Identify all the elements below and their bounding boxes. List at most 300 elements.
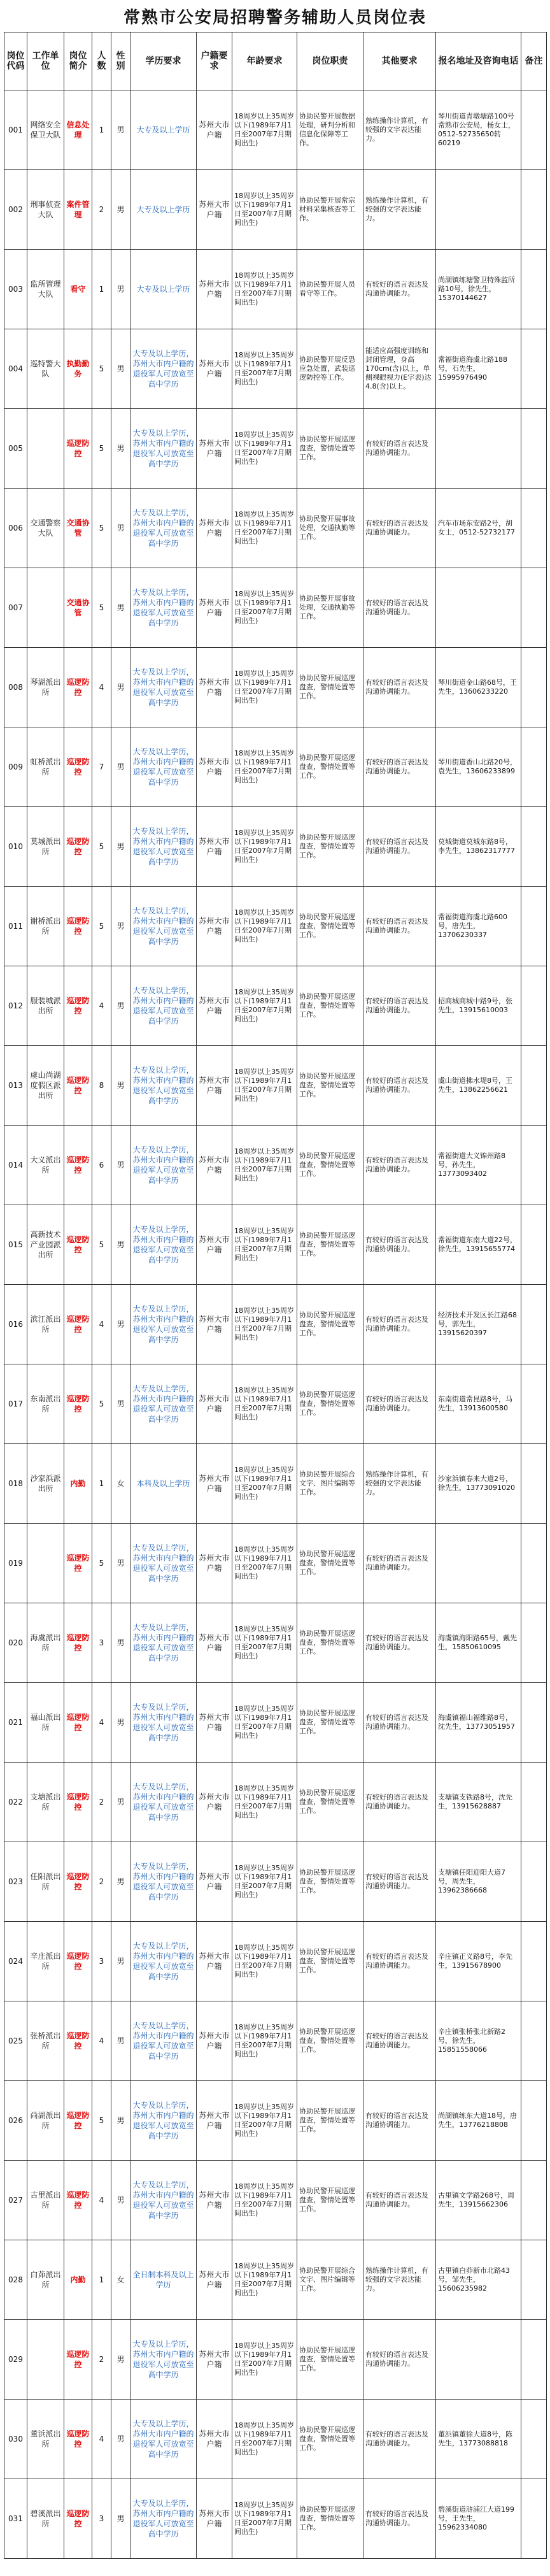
work-unit: 虞山尚湖度假区派出所 [27, 1046, 64, 1126]
position-duty: 协助民警开展巡逻盘查，警情处置等工作。 [297, 1524, 363, 1603]
residency-requirement: 苏州大市户籍 [197, 1285, 232, 1364]
position-duty: 协助民警开展常宗材料采集核查等工作。 [297, 170, 363, 250]
position-brief: 巡逻防控 [64, 2400, 92, 2479]
work-unit: 虹桥派出所 [27, 727, 64, 807]
position-duty: 协助民警开展巡逻盘查，警情处置等工作。 [297, 727, 363, 807]
gender: 男 [111, 409, 130, 489]
position-brief: 巡逻防控 [64, 2320, 92, 2400]
contact-info: 常福街道海虞北路600号，唐先生，13706230337 [436, 887, 521, 966]
residency-requirement: 苏州大市户籍 [197, 1842, 232, 1922]
header-row [4, 32, 547, 90]
other-requirement: 能适应高强度训练和封闭管理，身高170cm(含)以上，单侧裸眼视力(E字表)达4.8(含)以上。 [363, 329, 436, 409]
gender: 男 [111, 1922, 130, 2001]
contact-info: 尚湖镇练塘警卫特殊监所路10号，徐先生，15370144627 [436, 250, 521, 329]
gender: 男 [111, 1285, 130, 1364]
position-code: 015 [4, 1205, 27, 1285]
position-duty: 协助民警开展数据处理，研判分析和信息化保障等工作。 [297, 90, 363, 170]
position-code: 001 [4, 90, 27, 170]
other-requirement: 有较好的语言表达及沟通协调能力。 [363, 2161, 436, 2240]
position-duty: 协助民警开展巡逻盘查，警情处置等工作。 [297, 1922, 363, 2001]
headcount: 4 [92, 1683, 111, 1763]
position-code: 030 [4, 2400, 27, 2479]
age-requirement: 18周岁以上35周岁以下(1989年7月1日至2007年7月期间出生) [232, 648, 297, 727]
position-duty: 协助民警开展巡逻盘查，警情处置等工作。 [297, 1285, 363, 1364]
residency-requirement: 苏州大市户籍 [197, 2320, 232, 2400]
residency-requirement: 苏州大市户籍 [197, 409, 232, 489]
position-duty: 协助民警开展巡逻盘查，警情处置等工作。 [297, 1046, 363, 1126]
residency-requirement: 苏州大市户籍 [197, 2081, 232, 2161]
residency-requirement: 苏州大市户籍 [197, 489, 232, 568]
contact-info [436, 2320, 521, 2400]
table-row [4, 2479, 547, 2559]
gender: 男 [111, 250, 130, 329]
position-brief: 内勤 [64, 2240, 92, 2320]
position-duty: 协助民警开展综合文字、图片编辑等工作。 [297, 2240, 363, 2320]
table-row [4, 2320, 547, 2400]
remark [521, 1763, 547, 1842]
remark [521, 966, 547, 1046]
contact-info: 汽车市场东安路2号，胡女士，0512-52732177 [436, 489, 521, 568]
position-code: 007 [4, 568, 27, 648]
table-row [4, 1364, 547, 1444]
education-requirement: 大专及以上学历，苏州大市内户籍的退役军人可放宽至高中学历 [130, 409, 197, 489]
other-requirement: 有较好的语言表达及沟通协调能力。 [363, 807, 436, 887]
education-requirement: 大专及以上学历，苏州大市内户籍的退役军人可放宽至高中学历 [130, 1603, 197, 1683]
position-brief: 巡逻防控 [64, 648, 92, 727]
age-requirement: 18周岁以上35周岁以下(1989年7月1日至2007年7月期间出生) [232, 1046, 297, 1126]
work-unit [27, 568, 64, 648]
position-brief: 看守 [64, 250, 92, 329]
headcount: 5 [92, 1205, 111, 1285]
table-row [4, 2001, 547, 2081]
other-requirement: 有较好的语言表达及沟通协调能力。 [363, 2400, 436, 2479]
remark [521, 2479, 547, 2559]
age-requirement: 18周岁以上35周岁以下(1989年7月1日至2007年7月期间出生) [232, 1922, 297, 2001]
position-brief: 巡逻防控 [64, 1683, 92, 1763]
work-unit: 莫城派出所 [27, 807, 64, 887]
header-cell: 岗位职责 [297, 32, 363, 90]
page-title: 常熟市公安局招聘警务辅助人员岗位表 [123, 8, 427, 27]
gender: 男 [111, 2479, 130, 2559]
position-duty: 协助民警开展巡逻盘查，警情处置等工作。 [297, 2320, 363, 2400]
contact-info [436, 568, 521, 648]
position-duty: 协助民警开展巡逻盘查，警情处置等工作。 [297, 2479, 363, 2559]
education-requirement: 大专及以上学历 [130, 250, 197, 329]
other-requirement: 有较好的语言表达及沟通协调能力。 [363, 1763, 436, 1842]
headcount: 1 [92, 250, 111, 329]
other-requirement: 有较好的语言表达及沟通协调能力。 [363, 727, 436, 807]
gender: 男 [111, 1046, 130, 1126]
work-unit: 支塘派出所 [27, 1763, 64, 1842]
position-duty: 协助民警开展巡逻盘查，警情处置等工作。 [297, 1603, 363, 1683]
table-row [4, 2161, 547, 2240]
remark [521, 2081, 547, 2161]
residency-requirement: 苏州大市户籍 [197, 2400, 232, 2479]
position-code: 016 [4, 1285, 27, 1364]
residency-requirement: 苏州大市户籍 [197, 250, 232, 329]
gender: 男 [111, 170, 130, 250]
work-unit: 沙家浜派出所 [27, 1444, 64, 1524]
contact-info: 碧溪街道浒浦江大道199号，王先生，15962334080 [436, 2479, 521, 2559]
education-requirement: 大专及以上学历，苏州大市内户籍的退役军人可放宽至高中学历 [130, 727, 197, 807]
contact-info: 东南街道常昆路8号，马先生，13913600580 [436, 1364, 521, 1444]
work-unit: 服装城派出所 [27, 966, 64, 1046]
education-requirement: 大专及以上学历，苏州大市内户籍的退役军人可放宽至高中学历 [130, 2320, 197, 2400]
remark [521, 1922, 547, 2001]
gender: 男 [111, 568, 130, 648]
headcount: 4 [92, 2161, 111, 2240]
remark [521, 2001, 547, 2081]
work-unit: 监所管理大队 [27, 250, 64, 329]
position-code: 025 [4, 2001, 27, 2081]
gender: 男 [111, 648, 130, 727]
header-cell: 工作单位 [27, 32, 64, 90]
position-duty: 协助民警开展综合文字、图片编辑等工作。 [297, 1444, 363, 1524]
position-code: 027 [4, 2161, 27, 2240]
work-unit: 刑事侦查大队 [27, 170, 64, 250]
age-requirement: 18周岁以上35周岁以下(1989年7月1日至2007年7月期间出生) [232, 966, 297, 1046]
gender: 女 [111, 2240, 130, 2320]
position-duty: 协助民警开展巡逻盘查，警情处置等工作。 [297, 1842, 363, 1922]
remark [521, 568, 547, 648]
headcount: 5 [92, 807, 111, 887]
contact-info: 常福街道东南大道22号，徐先生，13915655774 [436, 1205, 521, 1285]
position-brief: 巡逻防控 [64, 1763, 92, 1842]
remark [521, 170, 547, 250]
position-duty: 协助民警开展巡逻盘查，警情处置等工作。 [297, 2081, 363, 2161]
table-row [4, 887, 547, 966]
table-row [4, 1922, 547, 2001]
contact-info: 常福街道海虞北路188号，石先生，15995976490 [436, 329, 521, 409]
remark [521, 1524, 547, 1603]
other-requirement: 有较好的语言表达及沟通协调能力。 [363, 1126, 436, 1205]
position-duty: 协助民警开展巡逻盘查，警情处置等工作。 [297, 1683, 363, 1763]
gender: 男 [111, 1126, 130, 1205]
position-duty: 协助民警开展巡逻盘查，警情处置等工作。 [297, 2400, 363, 2479]
residency-requirement: 苏州大市户籍 [197, 966, 232, 1046]
contact-info: 琴川街道金山路68号，王先生，13606233220 [436, 648, 521, 727]
table-row [4, 568, 547, 648]
age-requirement: 18周岁以上35周岁以下(1989年7月1日至2007年7月期间出生) [232, 1205, 297, 1285]
education-requirement: 大专及以上学历，苏州大市内户籍的退役军人可放宽至高中学历 [130, 1126, 197, 1205]
remark [521, 887, 547, 966]
position-brief: 巡逻防控 [64, 2479, 92, 2559]
table-row [4, 1842, 547, 1922]
table-row [4, 489, 547, 568]
work-unit: 网络安全保卫大队 [27, 90, 64, 170]
residency-requirement: 苏州大市户籍 [197, 2479, 232, 2559]
position-duty: 协助民警开展巡逻盘查，警情处置等工作。 [297, 409, 363, 489]
education-requirement: 大专及以上学历 [130, 170, 197, 250]
gender: 男 [111, 2400, 130, 2479]
work-unit: 古里派出所 [27, 2161, 64, 2240]
residency-requirement: 苏州大市户籍 [197, 887, 232, 966]
position-code: 018 [4, 1444, 27, 1524]
other-requirement: 有较好的语言表达及沟通协调能力。 [363, 1603, 436, 1683]
remark [521, 90, 547, 170]
education-requirement: 大专及以上学历，苏州大市内户籍的退役军人可放宽至高中学历 [130, 489, 197, 568]
position-brief: 巡逻防控 [64, 887, 92, 966]
age-requirement: 18周岁以上35周岁以下(1989年7月1日至2007年7月期间出生) [232, 489, 297, 568]
header-cell: 户籍要求 [197, 32, 232, 90]
headcount: 5 [92, 1364, 111, 1444]
other-requirement: 熟练操作计算机，有较强的文字表达能力。 [363, 1444, 436, 1524]
age-requirement: 18周岁以上35周岁以下(1989年7月1日至2007年7月期间出生) [232, 329, 297, 409]
other-requirement: 有较好的语言表达及沟通协调能力。 [363, 2081, 436, 2161]
position-brief: 巡逻防控 [64, 1285, 92, 1364]
position-code: 028 [4, 2240, 27, 2320]
age-requirement: 18周岁以上35周岁以下(1989年7月1日至2007年7月期间出生) [232, 1842, 297, 1922]
gender: 男 [111, 489, 130, 568]
contact-info: 古里镇白茆新市北路43号，邹先生，15606235982 [436, 2240, 521, 2320]
remark [521, 1285, 547, 1364]
work-unit [27, 1524, 64, 1603]
age-requirement: 18周岁以上35周岁以下(1989年7月1日至2007年7月期间出生) [232, 2320, 297, 2400]
education-requirement: 大专及以上学历，苏州大市内户籍的退役军人可放宽至高中学历 [130, 2400, 197, 2479]
residency-requirement: 苏州大市户籍 [197, 1126, 232, 1205]
gender: 男 [111, 329, 130, 409]
table-row [4, 1603, 547, 1683]
work-unit: 海虞派出所 [27, 1603, 64, 1683]
education-requirement: 大专及以上学历，苏州大市内户籍的退役军人可放宽至高中学历 [130, 2081, 197, 2161]
work-unit: 高新技术产业园派出所 [27, 1205, 64, 1285]
age-requirement: 18周岁以上35周岁以下(1989年7月1日至2007年7月期间出生) [232, 2240, 297, 2320]
position-brief: 巡逻防控 [64, 2161, 92, 2240]
gender: 男 [111, 1524, 130, 1603]
position-brief: 巡逻防控 [64, 2081, 92, 2161]
position-duty: 协助民警开展巡逻盘查，警情处置等工作。 [297, 1364, 363, 1444]
contact-info: 辛庄镇正义路8号，李先生，13915678900 [436, 1922, 521, 2001]
contact-info: 琴川街道青墩塘路100号常熟市公安局，杨女士，0512-52735650转60219 [436, 90, 521, 170]
gender: 男 [111, 1763, 130, 1842]
header-cell: 岗位简介 [64, 32, 92, 90]
header-cell: 学历要求 [130, 32, 197, 90]
residency-requirement: 苏州大市户籍 [197, 568, 232, 648]
residency-requirement: 苏州大市户籍 [197, 2001, 232, 2081]
other-requirement: 有较好的语言表达及沟通协调能力。 [363, 568, 436, 648]
age-requirement: 18周岁以上35周岁以下(1989年7月1日至2007年7月期间出生) [232, 2081, 297, 2161]
position-code: 003 [4, 250, 27, 329]
table-row [4, 966, 547, 1046]
contact-info: 沙家浜镇春来大道2号，徐先生，13773091020 [436, 1444, 521, 1524]
residency-requirement: 苏州大市户籍 [197, 648, 232, 727]
work-unit [27, 2320, 64, 2400]
position-code: 031 [4, 2479, 27, 2559]
other-requirement: 熟练操作计算机，有较强的文字表达能力。 [363, 90, 436, 170]
table-row [4, 409, 547, 489]
position-code: 008 [4, 648, 27, 727]
education-requirement: 大专及以上学历，苏州大市内户籍的退役军人可放宽至高中学历 [130, 648, 197, 727]
header-cell: 其他要求 [363, 32, 436, 90]
gender: 男 [111, 90, 130, 170]
position-code: 022 [4, 1763, 27, 1842]
headcount: 5 [92, 1524, 111, 1603]
gender: 男 [111, 887, 130, 966]
header-cell: 年龄要求 [232, 32, 297, 90]
work-unit: 董浜派出所 [27, 2400, 64, 2479]
contact-info [436, 170, 521, 250]
headcount: 4 [92, 2400, 111, 2479]
position-code: 005 [4, 409, 27, 489]
education-requirement: 大专及以上学历，苏州大市内户籍的退役军人可放宽至高中学历 [130, 1524, 197, 1603]
position-brief: 交通协管 [64, 489, 92, 568]
contact-info: 董浜镇董徐大道8号，陈先生，13773088818 [436, 2400, 521, 2479]
headcount: 5 [92, 329, 111, 409]
position-code: 014 [4, 1126, 27, 1205]
remark [521, 1603, 547, 1683]
table-row [4, 1205, 547, 1285]
age-requirement: 18周岁以上35周岁以下(1989年7月1日至2007年7月期间出生) [232, 1763, 297, 1842]
other-requirement: 熟练操作计算机，有较强的文字表达能力。 [363, 2240, 436, 2320]
remark [521, 250, 547, 329]
table-row [4, 2240, 547, 2320]
residency-requirement: 苏州大市户籍 [197, 329, 232, 409]
table-row [4, 1285, 547, 1364]
residency-requirement: 苏州大市户籍 [197, 1603, 232, 1683]
position-brief: 巡逻防控 [64, 727, 92, 807]
remark [521, 727, 547, 807]
work-unit: 张桥派出所 [27, 2001, 64, 2081]
headcount: 1 [92, 1444, 111, 1524]
headcount: 6 [92, 1126, 111, 1205]
contact-info: 虞山街道拂水堤8号，王先生，13862256621 [436, 1046, 521, 1126]
other-requirement: 有较好的语言表达及沟通协调能力。 [363, 1046, 436, 1126]
other-requirement: 有较好的语言表达及沟通协调能力。 [363, 1524, 436, 1603]
position-brief: 内勤 [64, 1444, 92, 1524]
residency-requirement: 苏州大市户籍 [197, 1683, 232, 1763]
work-unit: 福山派出所 [27, 1683, 64, 1763]
education-requirement: 大专及以上学历，苏州大市内户籍的退役军人可放宽至高中学历 [130, 966, 197, 1046]
headcount: 5 [92, 2081, 111, 2161]
position-brief: 巡逻防控 [64, 1842, 92, 1922]
position-duty: 协助民警开展巡逻盘查，警情处置等工作。 [297, 2161, 363, 2240]
other-requirement: 有较好的语言表达及沟通协调能力。 [363, 966, 436, 1046]
age-requirement: 18周岁以上35周岁以下(1989年7月1日至2007年7月期间出生) [232, 250, 297, 329]
residency-requirement: 苏州大市户籍 [197, 1364, 232, 1444]
position-code: 006 [4, 489, 27, 568]
other-requirement: 有较好的语言表达及沟通协调能力。 [363, 2479, 436, 2559]
education-requirement: 大专及以上学历，苏州大市内户籍的退役军人可放宽至高中学历 [130, 329, 197, 409]
residency-requirement: 苏州大市户籍 [197, 1763, 232, 1842]
gender: 男 [111, 2001, 130, 2081]
position-duty: 协助民警开展巡逻盘查，警情处置等工作。 [297, 1205, 363, 1285]
headcount: 3 [92, 1603, 111, 1683]
gender: 男 [111, 1683, 130, 1763]
education-requirement: 大专及以上学历，苏州大市内户籍的退役军人可放宽至高中学历 [130, 807, 197, 887]
work-unit: 巡特警大队 [27, 329, 64, 409]
work-unit: 琴湖派出所 [27, 648, 64, 727]
other-requirement: 有较好的语言表达及沟通协调能力。 [363, 1364, 436, 1444]
work-unit: 碧溪派出所 [27, 2479, 64, 2559]
table-row [4, 250, 547, 329]
residency-requirement: 苏州大市户籍 [197, 1524, 232, 1603]
residency-requirement: 苏州大市户籍 [197, 2240, 232, 2320]
position-duty: 协助民警开展巡逻盘查，警情处置等工作。 [297, 966, 363, 1046]
education-requirement: 大专及以上学历，苏州大市内户籍的退役军人可放宽至高中学历 [130, 1046, 197, 1126]
age-requirement: 18周岁以上35周岁以下(1989年7月1日至2007年7月期间出生) [232, 2001, 297, 2081]
other-requirement: 有较好的语言表达及沟通协调能力。 [363, 1922, 436, 2001]
contact-info [436, 1524, 521, 1603]
position-duty: 协助民警开展巡逻盘查，警情处置等工作。 [297, 648, 363, 727]
contact-info: 尚湖镇练东大道18号，唐先生，13776218808 [436, 2081, 521, 2161]
position-duty: 协助民警开展反恐应急处置，武装巡逻防控等工作。 [297, 329, 363, 409]
position-code: 020 [4, 1603, 27, 1683]
gender: 男 [111, 1603, 130, 1683]
position-brief: 巡逻防控 [64, 2001, 92, 2081]
position-duty: 协助民警开展巡逻盘查，警情处置等工作。 [297, 1763, 363, 1842]
position-brief: 巡逻防控 [64, 966, 92, 1046]
headcount: 4 [92, 2001, 111, 2081]
education-requirement: 大专及以上学历，苏州大市内户籍的退役军人可放宽至高中学历 [130, 1285, 197, 1364]
table-row [4, 170, 547, 250]
residency-requirement: 苏州大市户籍 [197, 2161, 232, 2240]
position-brief: 执勤勤务 [64, 329, 92, 409]
contact-info: 常福街道大义锦州路8号，孙先生，13773093402 [436, 1126, 521, 1205]
contact-info: 琴川街道香山北路20号，袁先生，13606233899 [436, 727, 521, 807]
remark [521, 648, 547, 727]
remark [521, 1046, 547, 1126]
other-requirement: 有较好的语言表达及沟通协调能力。 [363, 1683, 436, 1763]
age-requirement: 18周岁以上35周岁以下(1989年7月1日至2007年7月期间出生) [232, 1364, 297, 1444]
gender: 男 [111, 807, 130, 887]
position-brief: 案件管理 [64, 170, 92, 250]
headcount: 5 [92, 568, 111, 648]
age-requirement: 18周岁以上35周岁以下(1989年7月1日至2007年7月期间出生) [232, 807, 297, 887]
position-table [4, 32, 547, 2559]
work-unit [27, 409, 64, 489]
position-code: 017 [4, 1364, 27, 1444]
work-unit: 交通警察大队 [27, 489, 64, 568]
position-brief: 巡逻防控 [64, 1126, 92, 1205]
remark [521, 2320, 547, 2400]
position-duty: 协助民警开展事故处理，交通执勤等工作。 [297, 568, 363, 648]
table-row [4, 1683, 547, 1763]
other-requirement: 有较好的语言表达及沟通协调能力。 [363, 648, 436, 727]
other-requirement: 有较好的语言表达及沟通协调能力。 [363, 489, 436, 568]
headcount: 4 [92, 648, 111, 727]
gender: 男 [111, 2320, 130, 2400]
age-requirement: 18周岁以上35周岁以下(1989年7月1日至2007年7月期间出生) [232, 90, 297, 170]
table-row [4, 2400, 547, 2479]
work-unit: 谢桥派出所 [27, 887, 64, 966]
age-requirement: 18周岁以上35周岁以下(1989年7月1日至2007年7月期间出生) [232, 1126, 297, 1205]
header-cell: 备注 [521, 32, 547, 90]
gender: 男 [111, 2161, 130, 2240]
work-unit: 东南派出所 [27, 1364, 64, 1444]
position-code: 004 [4, 329, 27, 409]
header-cell: 性别 [111, 32, 130, 90]
header-cell: 报名地址及咨询电话 [436, 32, 521, 90]
remark [521, 2240, 547, 2320]
work-unit: 滨江派出所 [27, 1285, 64, 1364]
other-requirement: 有较好的语言表达及沟通协调能力。 [363, 2001, 436, 2081]
contact-info [436, 409, 521, 489]
position-code: 009 [4, 727, 27, 807]
residency-requirement: 苏州大市户籍 [197, 170, 232, 250]
gender: 男 [111, 1842, 130, 1922]
contact-info: 海虞镇福山福维路8号，沈先生，13773051957 [436, 1683, 521, 1763]
contact-info: 莫城街道莫城东路8号，李先生，13862317777 [436, 807, 521, 887]
table-row [4, 1763, 547, 1842]
headcount: 8 [92, 1046, 111, 1126]
header-cell: 岗位代码 [4, 32, 27, 90]
education-requirement: 大专及以上学历，苏州大市内户籍的退役军人可放宽至高中学历 [130, 1683, 197, 1763]
headcount: 4 [92, 1285, 111, 1364]
position-code: 024 [4, 1922, 27, 2001]
position-code: 012 [4, 966, 27, 1046]
residency-requirement: 苏州大市户籍 [197, 727, 232, 807]
age-requirement: 18周岁以上35周岁以下(1989年7月1日至2007年7月期间出生) [232, 1603, 297, 1683]
